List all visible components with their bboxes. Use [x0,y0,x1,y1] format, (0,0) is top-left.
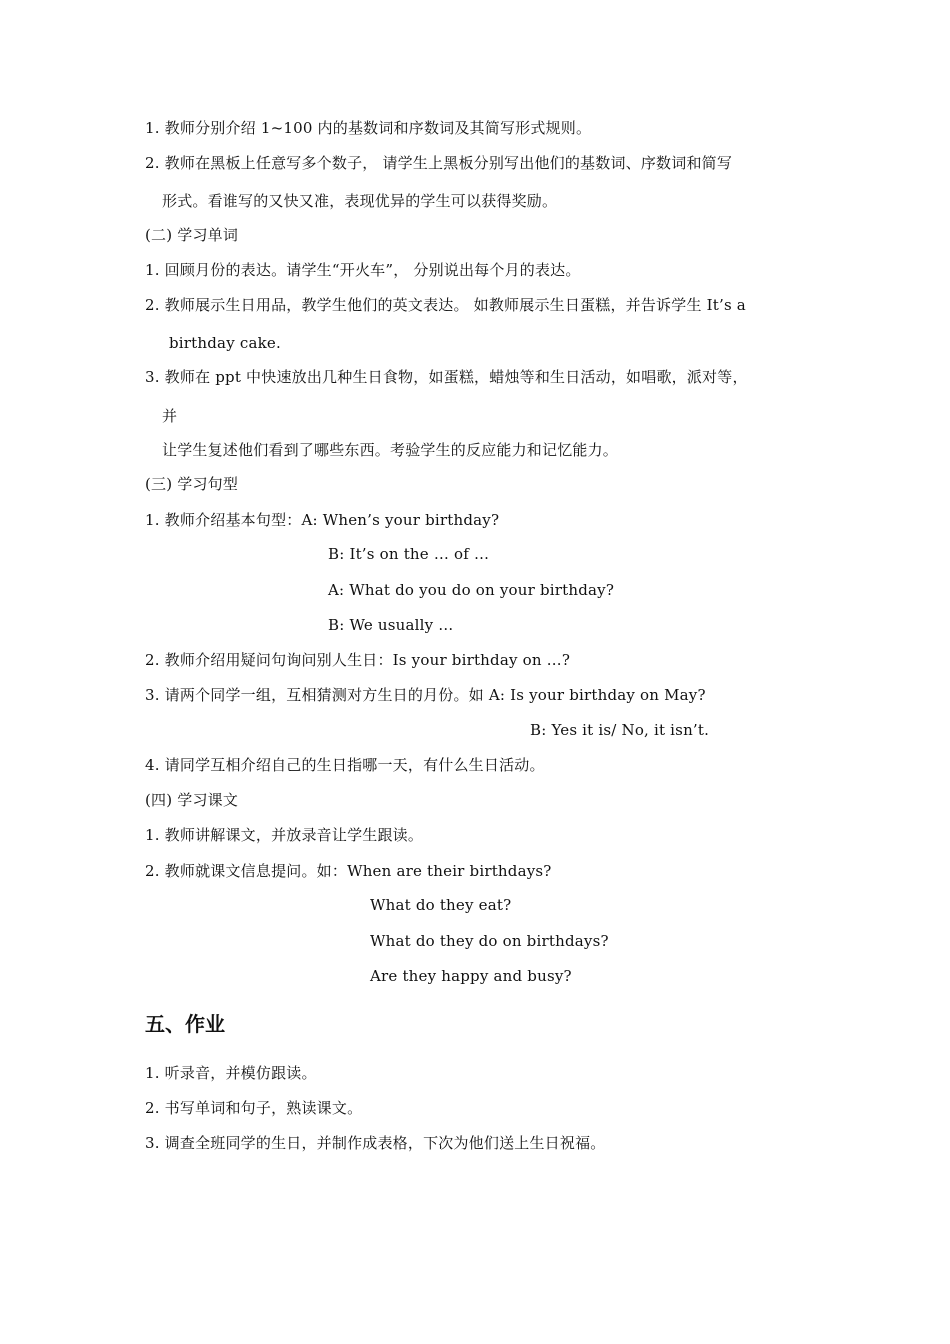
section-heading-words: (二) 学习单词 [145,226,239,244]
step-basic-patterns: 1. 教师介绍基本句型：A: When’s your birthday? [145,511,500,529]
section-heading-sentences: (三) 学习句型 [145,475,239,493]
step-ppt-foods-wrap: 并 [162,407,178,425]
step-text-questions: 2. 教师就课文信息提问。如：When are their birthdays? [145,862,552,880]
step-blackboard-continued: 形式。看谁写的又快又准，表现优异的学生可以获得奖励。 [162,192,558,210]
dialogue-line: A: What do you do on your birthday? [328,581,615,599]
step-birthday-items: 2. 教师展示生日用品，教学生他们的英文表达。 如教师展示生日蛋糕，并告诉学生 It’s a [145,296,746,314]
dialogue-line: B: Yes it is/ No, it isn’t. [530,721,710,739]
step-ppt-foods-continued: 让学生复述他们看到了哪些东西。考验学生的反应能力和记忆能力。 [162,441,619,459]
step-ask-birthday: 2. 教师介绍用疑问句询问别人生日：Is your birthday on …? [145,651,571,669]
step-guess-month: 3. 请两个同学一组，互相猜测对方生日的月份。如 A: Is your birthday on May? [145,686,706,704]
homework-item: 1. 听录音，并模仿跟读。 [145,1064,317,1082]
step-explain-text: 1. 教师讲解课文，并放录音让学生跟读。 [145,826,424,844]
section-heading-text: (四) 学习课文 [145,791,239,809]
question-line: What do they do on birthdays? [370,932,609,950]
question-line: Are they happy and busy? [370,967,572,985]
step-numbers-intro: 1. 教师分别介绍 1~100 内的基数词和序数词及其简写形式规则。 [145,119,592,137]
step-blackboard: 2. 教师在黑板上任意写多个数子， 请学生上黑板分别写出他们的基数词、序数词和简写 [145,154,733,172]
step-ppt-foods: 3. 教师在 ppt 中快速放出几种生日食物，如蛋糕，蜡烛等和生日活动，如唱歌，派对等， [145,368,748,386]
homework-item: 2. 书写单词和句子，熟读课文。 [145,1099,363,1117]
dialogue-line: B: It’s on the … of … [328,545,490,563]
step-birthday-items-continued: birthday cake. [169,334,281,352]
dialogue-line: B: We usually … [328,616,454,634]
heading-homework: 五、作业 [145,1012,225,1036]
step-months-review: 1. 回顾月份的表达。请学生“开火车”， 分别说出每个月的表达。 [145,261,581,279]
homework-item: 3. 调查全班同学的生日，并制作成表格，下次为他们送上生日祝福。 [145,1134,606,1152]
question-line: What do they eat? [370,896,512,914]
step-introduce-birthday: 4. 请同学互相介绍自己的生日指哪一天，有什么生日活动。 [145,756,545,774]
